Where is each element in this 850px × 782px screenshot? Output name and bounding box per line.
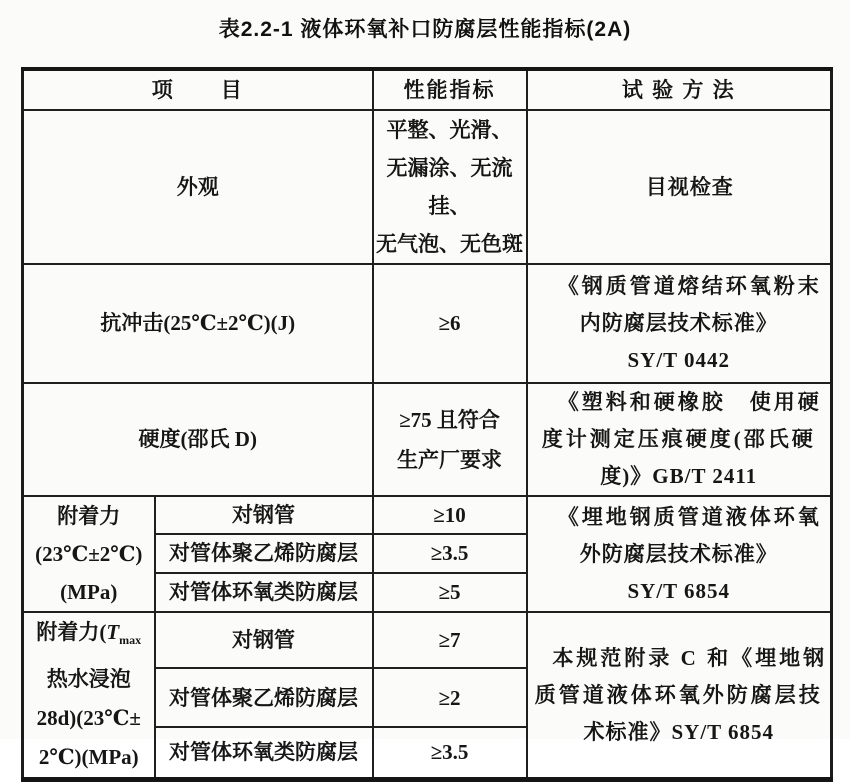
appearance-item-cell: 外观 [23, 110, 373, 264]
impact-method-cell [527, 264, 832, 383]
adhesion-hot-subitem-cell: 对管体环氧类防腐层 [155, 727, 373, 780]
hardness-method-line: 度)》GB/T 2411 [600, 464, 758, 488]
adhesion-hot-method-line: 术标准》SY/T 6854 [583, 719, 775, 744]
column-header-indicator: 性能指标 [373, 69, 527, 110]
adhesion-hot-method-line: 质管道液体环氧外防腐层技 [534, 682, 823, 707]
adhesion-label-cell [23, 496, 155, 612]
adhesion-hot-value-cell: ≥7 [373, 612, 527, 668]
adhesion-value-cell: ≥3.5 [373, 534, 527, 573]
hardness-method-line: 度计测定压痕硬度(邵氏硬 [541, 427, 816, 451]
hardness-method-cell [527, 383, 832, 496]
appearance-indicator-line: 无漏涂、无流挂、 [386, 156, 513, 218]
row-adhesion-hot-steel [23, 612, 832, 668]
row-appearance [23, 110, 832, 264]
impact-method-line: 《钢质管道熔结环氧粉末 [557, 274, 822, 298]
impact-method-line: 内防腐层技术标准》 [579, 311, 778, 335]
max-subscript: max [119, 633, 142, 648]
impact-indicator-cell: ≥6 [373, 264, 527, 383]
adhesion-method-cell [527, 496, 832, 612]
adhesion-hot-subitem-cell: 对管体聚乙烯防腐层 [155, 668, 373, 727]
hardness-method-line: 《塑料和硬橡胶 使用硬 [557, 390, 822, 414]
appearance-method-cell [527, 110, 832, 264]
adhesion-method-line: 外防腐层技术标准》 [579, 541, 778, 566]
column-header-item: 项 目 [23, 69, 373, 110]
row-hardness [23, 383, 832, 496]
row-adhesion-steel [23, 496, 832, 534]
adhesion-hot-value-cell: ≥2 [373, 668, 527, 727]
adhesion-hot-method-line: 本规范附录 C 和《埋地钢 [552, 645, 828, 670]
appearance-indicator-line: 平整、光滑、 [386, 118, 513, 142]
performance-table [21, 67, 833, 782]
adhesion-hot-method-cell [527, 612, 832, 780]
appearance-method-line: 目视检查 [645, 174, 734, 199]
adhesion-subitem-cell: 对管体聚乙烯防腐层 [155, 534, 373, 573]
adhesion-value-cell: ≥10 [373, 496, 527, 534]
adhesion-label-line: (23℃±2℃) [35, 542, 143, 566]
adhesion-value-cell: ≥5 [373, 573, 527, 612]
adhesion-method-line: 《埋地钢质管道液体环氧 [557, 504, 822, 529]
table-title: 表2.2-1 液体环氧补口防腐层性能指标(2A) [218, 18, 632, 41]
adhesion-hot-label-line: 2℃)(MPa) [38, 745, 139, 770]
adhesion-subitem-cell: 对钢管 [155, 496, 373, 534]
row-impact [23, 264, 832, 383]
t-variable: T [106, 620, 120, 644]
appearance-indicator-cell [373, 110, 527, 264]
adhesion-hot-value-cell: ≥3.5 [373, 727, 527, 780]
adhesion-subitem-cell: 对管体环氧类防腐层 [155, 573, 373, 612]
adhesion-hot-subitem-cell: 对钢管 [155, 612, 373, 668]
hardness-indicator-line: 生产厂要求 [397, 447, 502, 472]
hardness-item-cell: 硬度(邵氏 D) [23, 383, 373, 496]
hardness-indicator-cell [373, 383, 527, 496]
adhesion-method-line: SY/T 6854 [627, 578, 731, 603]
hardness-indicator-line: ≥75 且符合 [399, 407, 500, 432]
appearance-indicator-line: 无气泡、无色斑 [376, 232, 523, 256]
adhesion-label-line: (MPa) [60, 580, 118, 604]
header-row [23, 69, 832, 110]
impact-method-line: SY/T 0442 [627, 348, 731, 372]
impact-item-cell: 抗冲击(25℃±2℃)(J) [23, 264, 373, 383]
column-header-method: 试 验 方 法 [527, 69, 832, 110]
adhesion-hot-label-line: 28d)(23℃± [36, 706, 141, 731]
adhesion-hot-label-line: 热水浸泡 [46, 667, 131, 692]
adhesion-label-line: 附着力 [57, 504, 121, 528]
adhesion-hot-label-cell [23, 612, 155, 780]
adhesion-hot-label-line [24, 613, 154, 660]
adhesion-hot-label-text: 附着力( [36, 620, 107, 644]
